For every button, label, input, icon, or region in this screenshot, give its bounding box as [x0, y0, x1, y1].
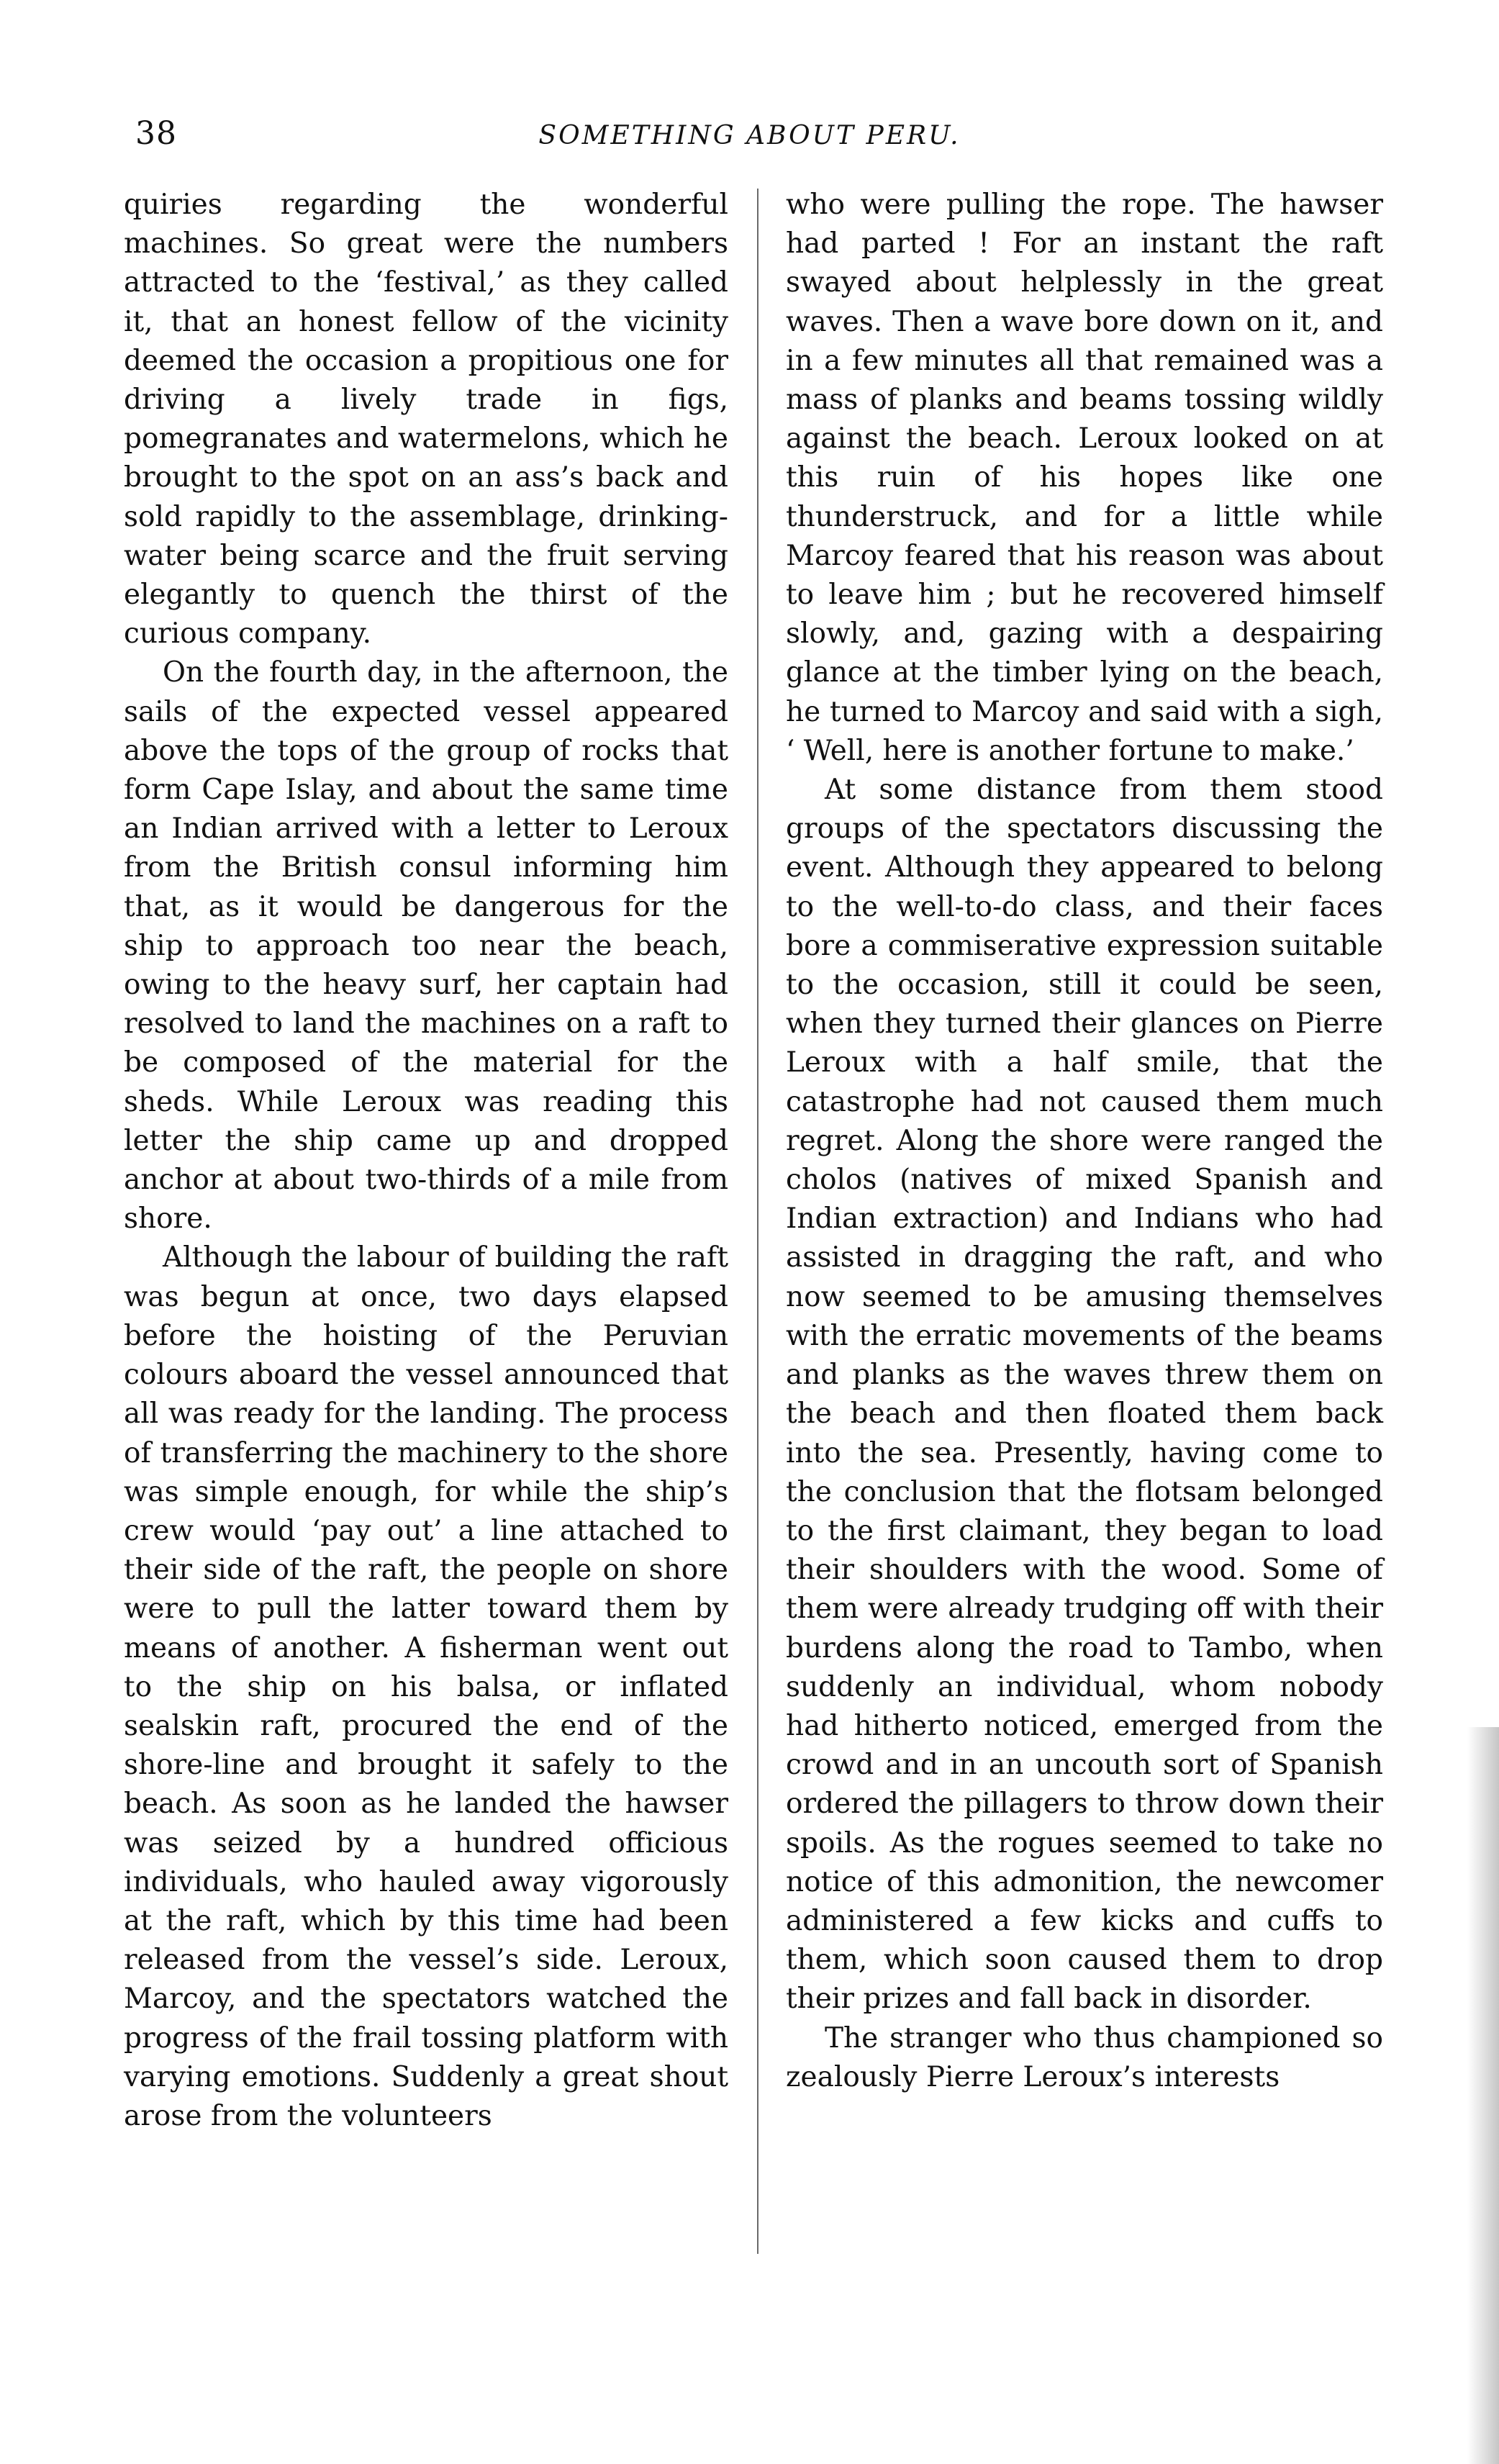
page-number: 38	[135, 115, 177, 152]
left-column	[124, 186, 728, 2136]
paragraph: The stranger who thus championed so zealously Pierre Leroux’s interests	[786, 2021, 1383, 2093]
paragraph: On the fourth day, in the afternoon, the sails of the expected vessel appeared above the tops of the group of rocks that form Cape Islay, and about the same time an Indian arrived with a letter to Leroux from the British consul informing him that, as it would be dangerous for the ship to approach too near the beach, owing to the heavy surf, her captain had resolved to land the machines on a raft to be composed of the material for the sheds. While Leroux was reading this letter the ship came up and dropped anchor at about two-thirds of a mile from shore.	[124, 656, 728, 1236]
running-title: SOMETHING ABOUT PERU.	[538, 121, 961, 150]
column-divider	[757, 189, 758, 2254]
paragraph: At some distance from them stood groups of the spectators discussing the event. Although they appeared to belong to the well-to-do class, and their faces bore a commiserative expression suitable to the occasion, still it could be seen, when they turned their glances on Pierre Leroux with a half smile, that the catastrophe had not caused them much regret. Along the shore were ranged the cholos (natives of mixed Spanish and Indian extraction) and Indians who had assisted in dragging the raft, and who now seemed to be amusing themselves with the erratic movements of the beams and planks as the waves threw them on the beach and then floated them back into the sea. Presently, having come to the conclusion that the flotsam belonged to the first claimant, they began to load their shoulders with the wood. Some of them were already trudging off with their burdens along the road to Tambo, when suddenly an individual, whom nobody had hitherto noticed, emerged from the crowd and in an uncouth sort of Spanish ordered the pillagers to throw down their spoils. As the rogues seemed to take no notice of this admonition, the newcomer administered a few kicks and cuffs to them, which soon caused them to drop their prizes and fall back in disorder.	[786, 774, 1383, 2016]
paragraph: who were pulling the rope. The hawser had parted ! For an instant the raft swayed about helplessly in the great waves. Then a wave bore down on it, and in a few minutes all that remained was a mass of planks and beams tossing wildly against the beach. Leroux looked on at this ruin of his hopes like one thunderstruck, and for a little while Marcoy feared that his reason was about to leave him ; but he recovered himself slowly, and, gazing with a despairing glance at the timber lying on the beach, he turned to Marcoy and said with a sigh, ‘ Well, here is another fortune to make.’	[786, 189, 1383, 767]
paragraph: Although the labour of building the raft was begun at once, two days elapsed before the hoisting of the Peruvian colours aboard the vessel announced that all was ready for the landing. The process of transferring the machinery to the shore was simple enough, for while the ship’s crew would ‘pay out’ a line attached to their side of the raft, the people on shore were to pull the latter toward them by means of another. A fisherman went out to the ship on his balsa, or inflated sealskin raft, procured the end of the shore-line and brought it safely to the beach. As soon as he landed the hawser was seized by a hundred officious individuals, who hauled away vigorously at the raft, which by this time had been released from the vessel’s side. Leroux, Marcoy, and the spectators watched the progress of the frail tossing platform with varying emotions. Suddenly a great shout arose from the volunteers	[124, 1241, 728, 2132]
right-column	[786, 186, 1383, 2097]
page-edge-shadow	[1467, 1727, 1499, 2464]
paragraph: quiries regarding the wonderful machines. So great were the numbers attracted to the ‘festival,’ as they called it, that an honest fellow of the vicinity deemed the occasion a propitious one for driving a lively trade in figs, pomegranates and watermelons, which he brought to the spot on an ass’s back and sold rapidly to the assemblage, drinking-water being scarce and the fruit serving elegantly to quench the thirst of the curious company.	[124, 189, 728, 651]
